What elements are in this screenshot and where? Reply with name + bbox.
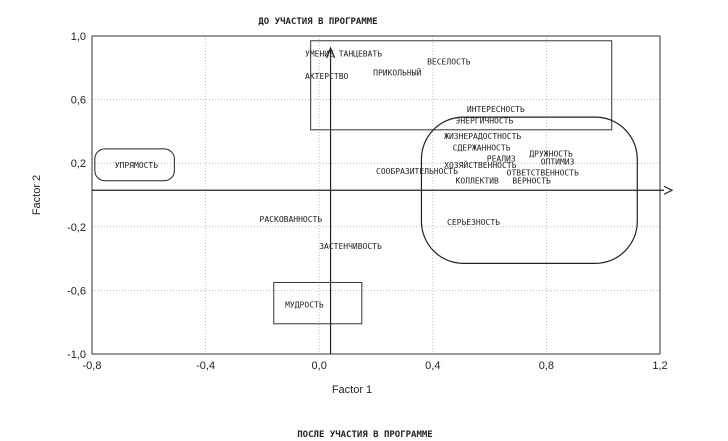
- horizontal-arrowhead: [664, 186, 672, 194]
- y-tick-label: -0,6: [67, 285, 86, 298]
- point-label: УПРЯМОСТЬ: [114, 160, 159, 170]
- point-label: ПРИКОЛЬНЫЙ: [373, 68, 422, 78]
- plot-area: [67, 31, 672, 372]
- point-label: СДЕРЖАННОСТЬ: [452, 143, 511, 153]
- point-label: ИНТЕРЕСНОСТЬ: [466, 105, 525, 115]
- x-axis-label: Factor 1: [331, 384, 373, 396]
- plot-frame: [92, 36, 660, 354]
- y-tick-label: 0,2: [70, 158, 86, 171]
- point-label: ЖИЗНЕРАДОСТНОСТЬ: [444, 132, 522, 142]
- chart-bottom-title: ПОСЛЕ УЧАСТИЯ В ПРОГРАММЕ: [297, 430, 433, 440]
- point-label: РЕАЛИЗ: [486, 154, 516, 164]
- x-tick-label: 0,4: [425, 360, 441, 372]
- point-label: АКТЕРСТВО: [305, 71, 349, 81]
- point-label: ХОЗЯЙСТВЕННОСТЬ: [444, 160, 517, 170]
- y-axis-label: Factor 2: [31, 174, 43, 216]
- point-label: ОПТИМИЗ: [540, 157, 575, 167]
- point-label: ЗАСТЕНЧИВОСТЬ: [319, 241, 382, 251]
- y-tick-label: 1,0: [70, 31, 86, 43]
- x-tick-label: 0,8: [538, 360, 555, 372]
- x-tick-label: 0,0: [311, 360, 327, 372]
- point-label: СЕРЬЕЗНОСТЬ: [447, 218, 500, 228]
- point-label: МУДРОСТЬ: [285, 300, 324, 310]
- point-label: УМЕНИЕ ТАНЦЕВАТЬ: [305, 49, 383, 59]
- point-label: ЭНЕРГИЧНОСТЬ: [455, 116, 514, 126]
- x-tick-label: -0,4: [196, 360, 216, 372]
- point-label: ВЕСЕЛОСТЬ: [427, 57, 471, 67]
- point-label: ОТВЕТСТВЕННОСТЬ: [506, 168, 579, 178]
- x-tick-label: 1,2: [652, 360, 668, 372]
- point-label: СООБРАЗИТЕЛЬНОСТЬ: [376, 167, 458, 177]
- point-label: ДРУЖНОСТЬ: [529, 149, 573, 159]
- chart-title: ДО УЧАСТИЯ В ПРОГРАММЕ: [258, 17, 378, 27]
- point-label: КОЛЛЕКТИВ: [455, 176, 499, 186]
- y-tick-label: -1,0: [67, 349, 86, 361]
- y-tick-label: 0,6: [70, 94, 86, 107]
- point-label: РАСКОВАННОСТЬ: [259, 214, 323, 224]
- x-tick-label: -0,8: [82, 360, 102, 372]
- point-label: ВЕРНОСТЬ: [512, 176, 551, 186]
- y-tick-label: -0,2: [67, 221, 86, 234]
